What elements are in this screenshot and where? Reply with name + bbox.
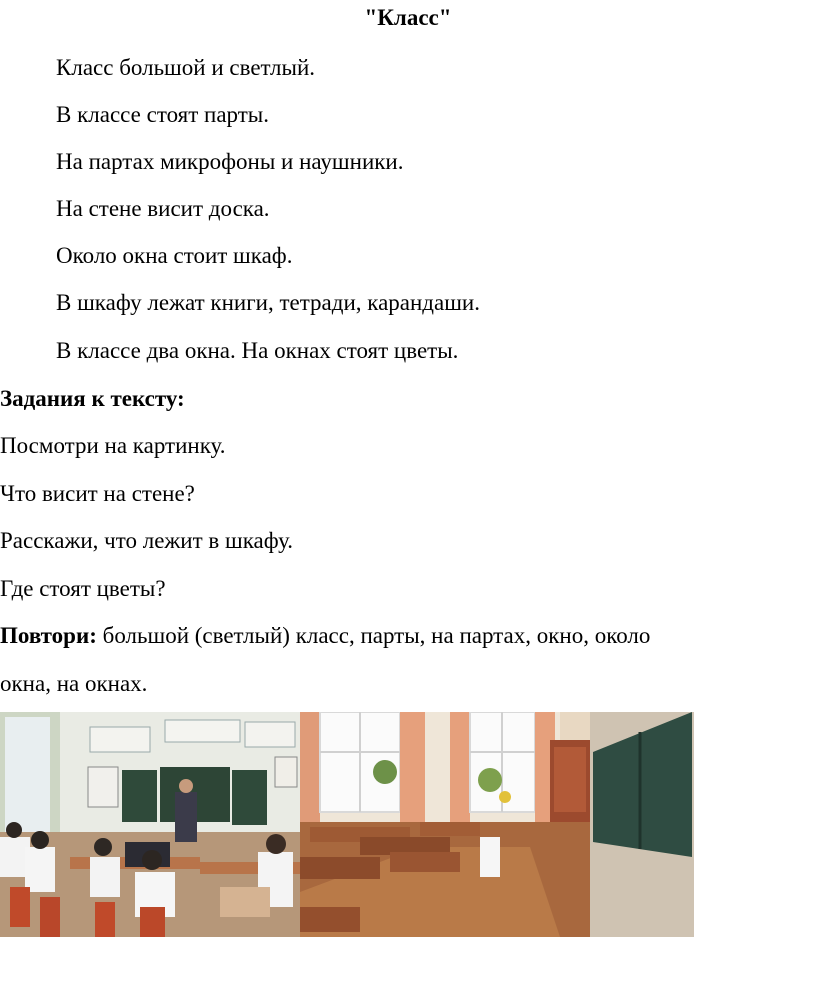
- repeat-line-2: окна, на окнах.: [0, 671, 148, 696]
- classroom-photos: [0, 712, 694, 937]
- task-line-3: Расскажи, что лежит в шкафу.: [0, 528, 294, 553]
- text-line-6: В шкафу лежат книги, тетради, карандаши.: [56, 290, 480, 315]
- task-line-2: Что висит на стене?: [0, 481, 195, 506]
- tasks-heading: Задания к тексту:: [0, 386, 185, 411]
- document-title: "Класс": [364, 5, 452, 30]
- repeat-label: Повтори:: [0, 623, 97, 648]
- task-line-1: Посмотри на картинку.: [0, 433, 226, 458]
- text-line-7: В классе два окна. На окнах стоят цветы.: [56, 338, 459, 363]
- classroom-photo-room: [300, 712, 694, 937]
- text-line-3: На партах микрофоны и наушники.: [56, 149, 404, 174]
- text-line-5: Около окна стоит шкаф.: [56, 243, 293, 268]
- text-line-1: Класс большой и светлый.: [56, 55, 315, 80]
- text-line-4: На стене висит доска.: [56, 196, 270, 221]
- text-line-2: В классе стоят парты.: [56, 102, 269, 127]
- task-line-4: Где стоят цветы?: [0, 576, 166, 601]
- repeat-line-1: [0, 622, 650, 650]
- classroom-photo-students: [0, 712, 300, 937]
- repeat-text-1: большой (светлый) класс, парты, на партах, окно, около: [96, 623, 651, 648]
